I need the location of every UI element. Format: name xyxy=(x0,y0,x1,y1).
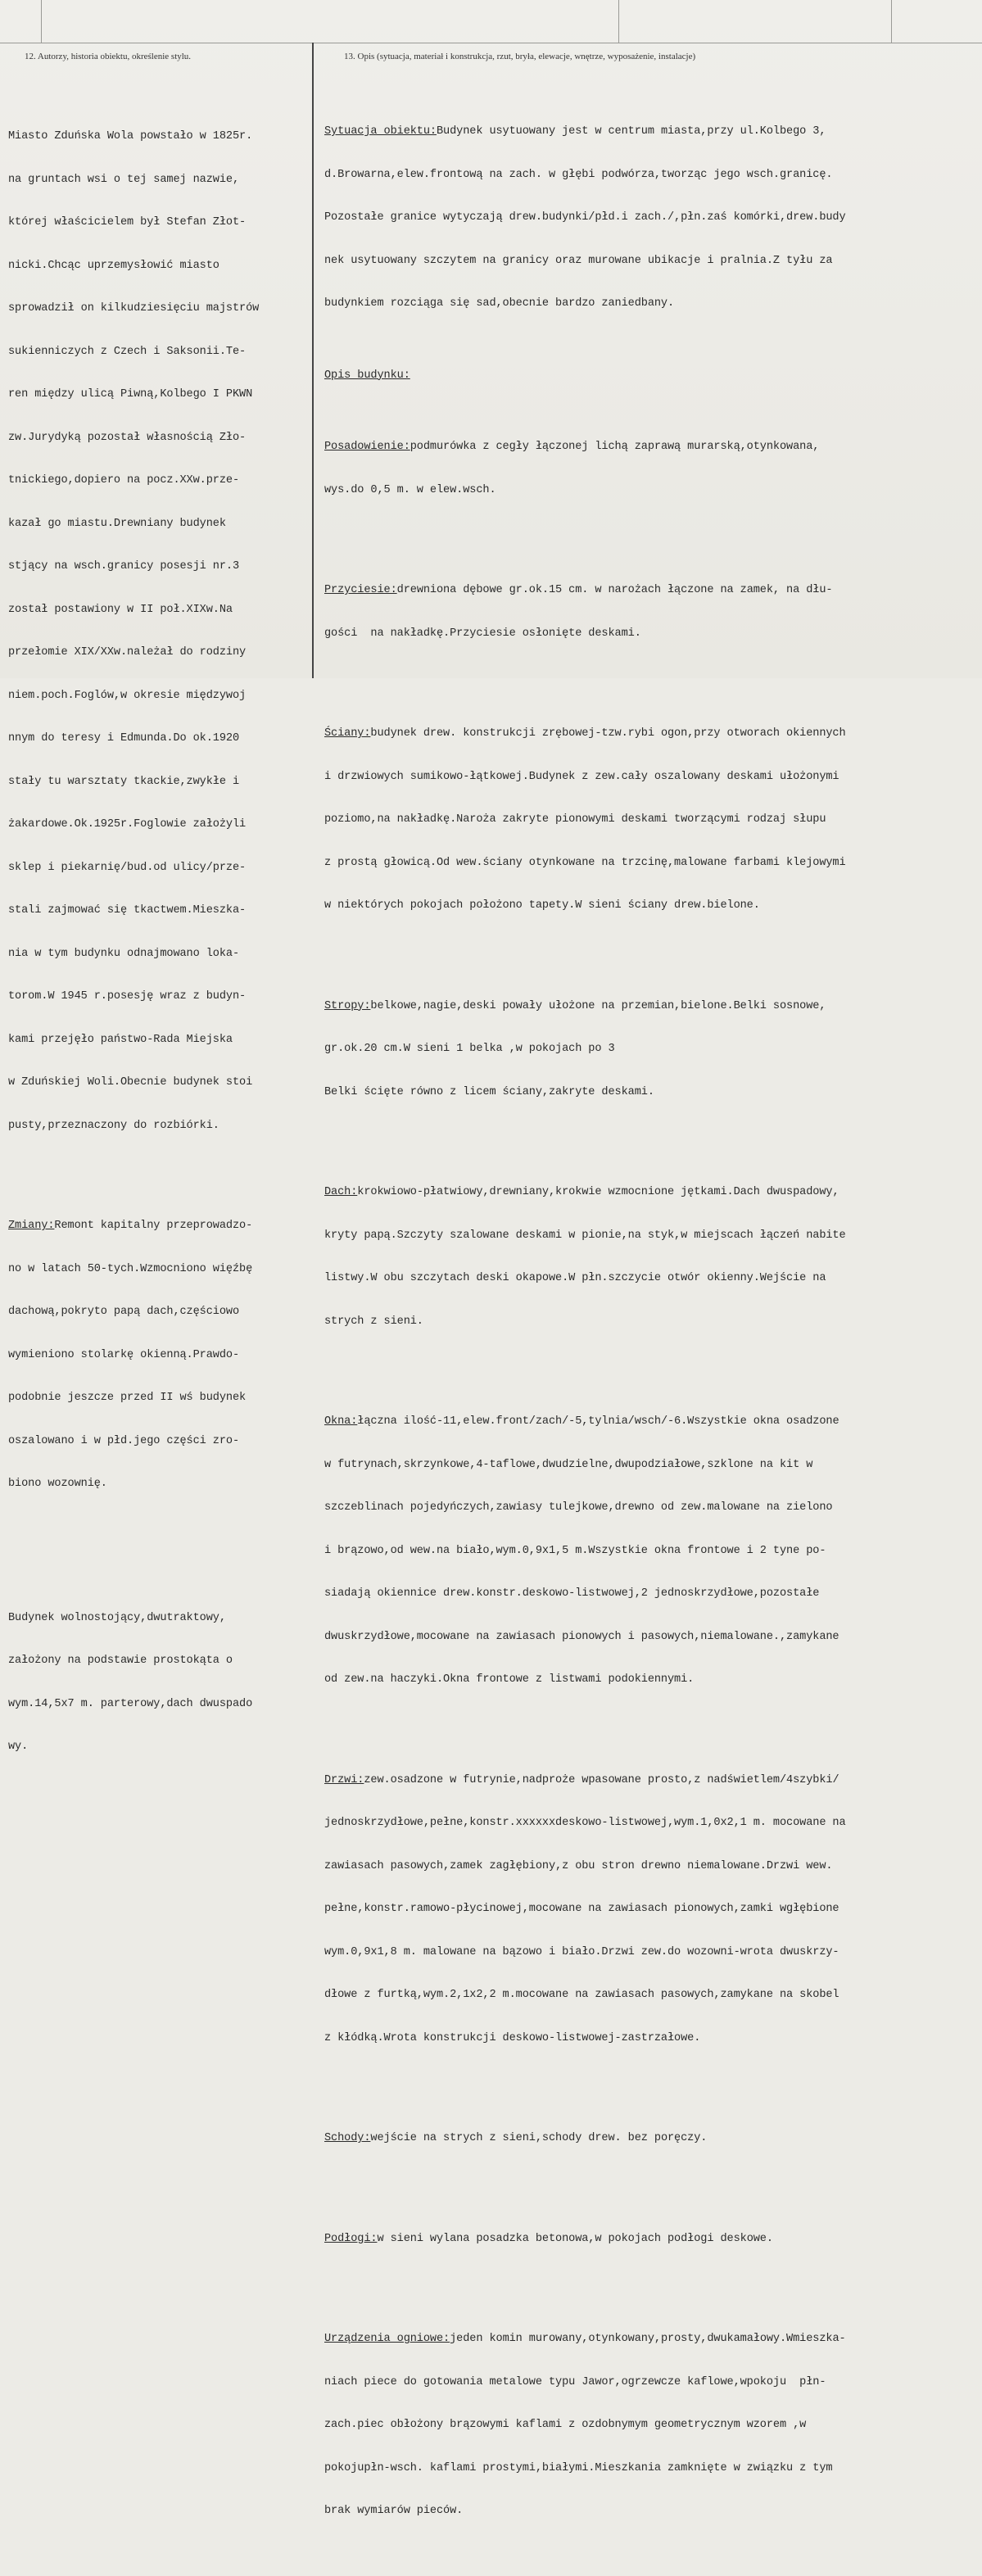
text-line: nicki.Chcąc uprzemysłowić miasto xyxy=(8,259,219,272)
left-section-header: 12. Autorzy, historia obiektu, określenie stylu. xyxy=(25,52,192,61)
text-line: wys.do 0,5 m. w elew.wsch. xyxy=(324,483,496,496)
foundation-section xyxy=(324,411,980,526)
floors-section xyxy=(324,2203,980,2275)
text-line: w futrynach,skrzynkowe,4-taflowe,dwudzielne,dwupodziałowe,szklone na kit w xyxy=(324,1458,813,1471)
stairs-label: Schody: xyxy=(324,2132,371,2144)
text-line: listwy.W obu szczytach deski okapowe.W płn.szczycie otwór okienny.Wejście na xyxy=(324,1272,826,1284)
text-line: Dach:krokwiowo-płatwiowy,drewniany,krokwie wzmocnione jętkami.Dach dwuspadowy, xyxy=(324,1186,839,1198)
ceilings-section xyxy=(324,971,980,1129)
text-line: brak wymiarów pieców. xyxy=(324,2505,464,2517)
text-line: założony na podstawie prostokąta o xyxy=(8,1655,233,1667)
description-label: Opis budynku: xyxy=(324,369,410,382)
description-column xyxy=(324,67,980,2576)
text-line: Budynek wolnostojący,dwutraktowy, xyxy=(8,1611,226,1624)
style-text xyxy=(8,1582,313,1783)
fire-label: Urządzenia ogniowe: xyxy=(324,2333,450,2345)
text-line: Posadowienie:podmurówka z cegły łączonej lichą zaprawą murarską,otynkowana, xyxy=(324,441,820,453)
text-line: budynkiem rozciąga się sad,obecnie bardzo zaniedbany. xyxy=(324,297,675,310)
foundation-label: Posadowienie: xyxy=(324,441,410,453)
text-line: pokojupłn-wsch. kaflami prostymi,białymi.Mieszkania zamknięte w związku z tym xyxy=(324,2461,833,2474)
form-field-divider xyxy=(41,0,42,43)
text-line: d.Browarna,elew.frontową na zach. w głębi podwórza,tworząc jego wsch.granicę. xyxy=(324,168,833,181)
text-line: Ściany:budynek drew. konstrukcji zrębowej-tzw.rybi ogon,przy otworach okiennych xyxy=(324,727,846,740)
text-line: której właścicielem był Stefan Złot- xyxy=(8,216,247,229)
text-line: w Zduńskiej Woli.Obecnie budynek stoi xyxy=(8,1076,253,1089)
form-field-divider xyxy=(891,0,892,43)
text-line: dachową,pokryto papą dach,częściowo xyxy=(8,1306,240,1318)
changes-text xyxy=(8,1190,313,1520)
form-field-divider xyxy=(618,0,619,43)
text-line xyxy=(324,369,980,383)
fire-section xyxy=(324,2303,980,2547)
text-line: kazał go miastu.Drewniany budynek xyxy=(8,517,226,530)
text-line: Przyciesie:drewniona dębowe gr.ok.15 cm. w narożach łączone na zamek, na dłu- xyxy=(324,584,833,596)
roof-label: Dach: xyxy=(324,1186,358,1198)
text-line: podobnie jeszcze przed II wś budynek xyxy=(8,1392,247,1404)
sill-section xyxy=(324,555,980,669)
paragraph-gap xyxy=(8,1549,313,1554)
text-line: gości na nakładkę.Przyciesie osłonięte deskami. xyxy=(324,627,641,640)
stairs-section xyxy=(324,2103,980,2175)
text-line: jednoskrzydłowe,pełne,konstr.xxxxxxdeskowo-listwowej,wym.1,0x2,1 m. mocowane na xyxy=(324,1817,846,1829)
text-line: i drzwiowych sumikowo-łątkowej.Budynek z zew.cały oszalowany deskami ułożonymi xyxy=(324,770,839,783)
text-line: w niektórych pokojach położono tapety.W sieni ściany drew.bielone. xyxy=(324,899,760,912)
text-line: gr.ok.20 cm.W sieni 1 belka ,w pokojach po 3 xyxy=(324,1043,615,1055)
text-line: kami przejęło państwo-Rada Miejska xyxy=(8,1033,233,1046)
text-line: Urządzenia ogniowe:jeden komin murowany,otynkowany,prosty,dwukamałowy.Wmieszka- xyxy=(324,2333,846,2345)
text-line: sukienniczych z Czech i Saksonii.Te- xyxy=(8,345,247,358)
text-line: stały tu warsztaty tkackie,zwykłe i xyxy=(8,775,240,788)
right-section-header: 13. Opis (sytuacja, materiał i konstrukcja, rzut, bryła, elewacje, wnętrze, wyposażenie, instalacje) xyxy=(344,52,696,61)
text-line: wymieniono stolarkę okienną.Prawdo- xyxy=(8,1348,240,1361)
text-line: ren między ulicą Piwną,Kolbego I PKWN xyxy=(8,388,253,401)
history-text xyxy=(8,101,313,1161)
text-line: nek usytuowany szczytem na granicy oraz murowane ubikacje i pralnia.Z tyłu za xyxy=(324,254,833,267)
text-line: Stropy:belkowe,nagie,deski powały ułożone na przemian,bielone.Belki sosnowe, xyxy=(324,999,826,1012)
windows-section xyxy=(324,1386,980,1716)
floors-label: Podłogi: xyxy=(324,2232,378,2245)
text-line: wym.0,9x1,8 m. malowane na bązowo i biało.Drzwi zew.do wozowni-wrota dwuskrzy- xyxy=(324,1945,839,1958)
text-line: zawiasach pasowych,zamek zagłębiony,z obu stron drewno niemalowane.Drzwi wew. xyxy=(324,1859,833,1872)
text-line: Belki ścięte równo z licem ściany,zakryte deskami. xyxy=(324,1085,654,1098)
text-line: oszalowano i w płd.jego części zro- xyxy=(8,1434,240,1447)
text-line: zach.piec obłożony brązowymi kaflami z ozdobnymym geometrycznym wzorem ,w xyxy=(324,2419,807,2431)
text-line: z prostą głowicą.Od wew.ściany otynkowane na trzcinę,malowane farbami klejowymi xyxy=(324,856,846,869)
sill-label: Przyciesie: xyxy=(324,584,397,596)
text-line: Pozostałe granice wytyczają drew.budynki/płd.i zach./,płn.zaś komórki,drew.budy xyxy=(324,211,846,224)
text-line: niach piece do gotowania metalowe typu Jawor,ogrzewcze kaflowe,wpokoju płn- xyxy=(324,2375,826,2388)
text-line: Zmiany:Remont kapitalny przeprowadzo- xyxy=(8,1220,253,1232)
text-line: torom.W 1945 r.posesję wraz z budyn- xyxy=(8,990,247,1003)
text-line: dwuskrzydłowe,mocowane na zawiasach pionowych i pasowych,niemalowane.,zamykane xyxy=(324,1630,839,1643)
text-line: stjący na wsch.granicy posesji nr.3 xyxy=(8,560,240,573)
text-line: zw.Jurydyką pozostał własnością Zło- xyxy=(8,431,247,444)
text-line: dłowe z furtką,wym.2,1x2,2 m.mocowane na zawiasach pasowych,zamykane na skobel xyxy=(324,1989,839,2001)
text-line: Schody:wejście na strych z sieni,schody drew. bez poręczy. xyxy=(324,2132,708,2144)
text-line: nnym do teresy i Edmunda.Do ok.1920 xyxy=(8,732,240,745)
text-line: żakardowe.Ok.1925r.Foglowie założyli xyxy=(8,818,247,831)
text-line: siadają okiennice drew.konstr.deskowo-listwowej,2 jednoskrzydłowe,pozostałe xyxy=(324,1587,820,1600)
text-line: został postawiony w II poł.XIXw.Na xyxy=(8,603,233,616)
text-line: wym.14,5x7 m. parterowy,dach dwuspado xyxy=(8,1697,253,1710)
text-line: tnickiego,dopiero na pocz.XXw.prze- xyxy=(8,474,240,487)
text-line: od zew.na haczyki.Okna frontowe z listwami podokiennymi. xyxy=(324,1673,695,1686)
text-line: stali zajmować się tkactwem.Mieszka- xyxy=(8,904,247,917)
situation-label: Sytuacja obiektu: xyxy=(324,125,437,138)
text-line: pusty,przeznaczony do rozbiórki. xyxy=(8,1119,219,1132)
changes-label: Zmiany: xyxy=(8,1220,55,1232)
situation-section xyxy=(324,96,980,340)
text-line: sklep i piekarnię/bud.od ulicy/prze- xyxy=(8,861,247,874)
text-line: na gruntach wsi o tej samej nazwie, xyxy=(8,173,240,186)
text-line: wy. xyxy=(8,1741,29,1753)
text-line: strych z sieni. xyxy=(324,1315,423,1328)
text-line: Miasto Zduńska Wola powstało w 1825r. xyxy=(8,130,253,143)
text-line: szczeblinach pojedyńczych,zawiasy tulejkowe,drewno od zew.malowane na zielono xyxy=(324,1501,833,1514)
text-line: poziomo,na nakładkę.Naroża zakryte pionowymi deskami tworzącymi rodzaj słupu xyxy=(324,813,826,826)
text-line: przełomie XIX/XXw.należał do rodziny xyxy=(8,646,247,659)
ceilings-label: Stropy: xyxy=(324,999,371,1012)
text-line: Drzwi:zew.osadzone w futrynie,nadproże wpasowane prosto,z nadświetlem/4szybki/ xyxy=(324,1773,839,1786)
text-line: Podłogi:w sieni wylana posadzka betonowa,w pokojach podłogi deskowe. xyxy=(324,2232,773,2245)
walls-label: Ściany: xyxy=(324,727,371,740)
text-line: Sytuacja obiektu:Budynek usytuowany jest w centrum miasta,przy ul.Kolbego 3, xyxy=(324,125,826,138)
text-line: i brązowo,od wew.na biało,wym.0,9x1,5 m.Wszystkie okna frontowe i 2 tyne po- xyxy=(324,1544,826,1557)
text-line: kryty papą.Szczyty szalowane deskami w pionie,na styk,w miejscach łączeń nabite xyxy=(324,1229,846,1242)
text-line: sprowadził on kilkudziesięciu majstrów xyxy=(8,302,260,315)
roof-section xyxy=(324,1157,980,1357)
text-line: z kłódką.Wrota konstrukcji deskowo-listwowej-zastrzałowe. xyxy=(324,2031,701,2044)
text-line: pełne,konstr.ramowo-płycinowej,mocowane na zawiasach pionowych,zamki wgłębione xyxy=(324,1903,839,1915)
doors-section xyxy=(324,1745,980,2075)
text-line: nia w tym budynku odnajmowano loka- xyxy=(8,947,240,960)
text-line: Okna:łączna ilość-11,elew.front/zach/-5,tylnia/wsch/-6.Wszystkie okna osadzone xyxy=(324,1415,839,1428)
walls-section xyxy=(324,698,980,942)
doors-label: Drzwi: xyxy=(324,1773,364,1786)
history-column xyxy=(8,72,313,1812)
text-line: no w latach 50-tych.Wzmocniono więźbę xyxy=(8,1262,253,1275)
text-line: niem.poch.Foglów,w okresie międzywoj xyxy=(8,689,247,702)
text-line: biono wozownię. xyxy=(8,1478,107,1490)
windows-label: Okna: xyxy=(324,1415,358,1428)
